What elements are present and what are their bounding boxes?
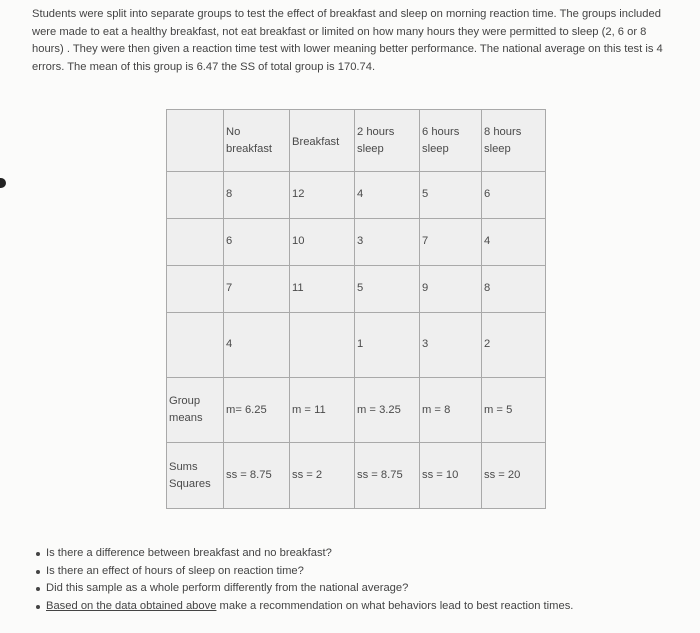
- table-cell: [290, 313, 355, 378]
- list-item: Is there an effect of hours of sleep on reaction time?: [36, 563, 686, 581]
- table-cell: 4: [224, 313, 290, 378]
- table-row: [167, 266, 546, 313]
- sums-squares-row: [167, 443, 546, 509]
- table-cell: 12: [290, 172, 355, 219]
- table-cell: m = 8: [420, 378, 482, 443]
- table-cell: 9: [420, 266, 482, 313]
- data-table-container: [166, 109, 546, 509]
- table-cell: 4: [482, 219, 546, 266]
- underlined-text: Based on the data obtained above: [46, 599, 217, 612]
- header-cell: Breakfast: [290, 110, 355, 172]
- table-row: [167, 313, 546, 378]
- question-list: [36, 545, 686, 615]
- table-cell: ss = 8.75: [224, 443, 290, 509]
- table-cell: ss = 2: [290, 443, 355, 509]
- table-cell: ss = 8.75: [355, 443, 420, 509]
- table-cell: ss = 20: [482, 443, 546, 509]
- table-row: [167, 172, 546, 219]
- table-cell: [167, 266, 224, 313]
- table-cell: m = 11: [290, 378, 355, 443]
- table-cell: m = 5: [482, 378, 546, 443]
- table-cell: 11: [290, 266, 355, 313]
- problem-statement: Students were split into separate groups to test the effect of breakfast and sleep on morning reaction time. The groups included were made to eat a healthy breakfast, not eat breakfast or limited on how many hours they were permitted to sleep (2, 6 or 8 hours) . They were then given a reaction time test with lower meaning better performance. The national average on this test is 4 errors. The mean of this group is 6.47 the SS of total group is 170.74.: [32, 8, 663, 73]
- header-cell: No breakfast: [224, 110, 290, 172]
- table-cell: [167, 172, 224, 219]
- header-row: [167, 110, 546, 172]
- table-cell: 5: [355, 266, 420, 313]
- table-cell: 1: [355, 313, 420, 378]
- table-cell: 7: [420, 219, 482, 266]
- table-cell: 8: [482, 266, 546, 313]
- header-cell: 2 hours sleep: [355, 110, 420, 172]
- header-cell: 6 hours sleep: [420, 110, 482, 172]
- data-table: [166, 109, 546, 509]
- table-cell: 8: [224, 172, 290, 219]
- table-cell: 7: [224, 266, 290, 313]
- table-cell: 4: [355, 172, 420, 219]
- row-label: Sums Squares: [167, 443, 224, 509]
- row-label: Group means: [167, 378, 224, 443]
- table-cell: [167, 219, 224, 266]
- group-means-row: [167, 378, 546, 443]
- table-cell: 10: [290, 219, 355, 266]
- table-cell: ss = 10: [420, 443, 482, 509]
- table-cell: [167, 313, 224, 378]
- table-cell: 2: [482, 313, 546, 378]
- list-item: Is there a difference between breakfast and no breakfast?: [36, 545, 686, 563]
- header-cell: [167, 110, 224, 172]
- table-row: [167, 219, 546, 266]
- table-cell: 6: [224, 219, 290, 266]
- list-item: Did this sample as a whole perform differently from the national average?: [36, 580, 686, 598]
- table-cell: 6: [482, 172, 546, 219]
- header-cell: 8 hours sleep: [482, 110, 546, 172]
- list-item: Based on the data obtained above make a recommendation on what behaviors lead to best reaction times.: [36, 598, 686, 616]
- table-cell: m= 6.25: [224, 378, 290, 443]
- table-cell: 3: [355, 219, 420, 266]
- table-cell: 3: [420, 313, 482, 378]
- table-cell: m = 3.25: [355, 378, 420, 443]
- page-edge-marker: [0, 178, 6, 188]
- table-cell: 5: [420, 172, 482, 219]
